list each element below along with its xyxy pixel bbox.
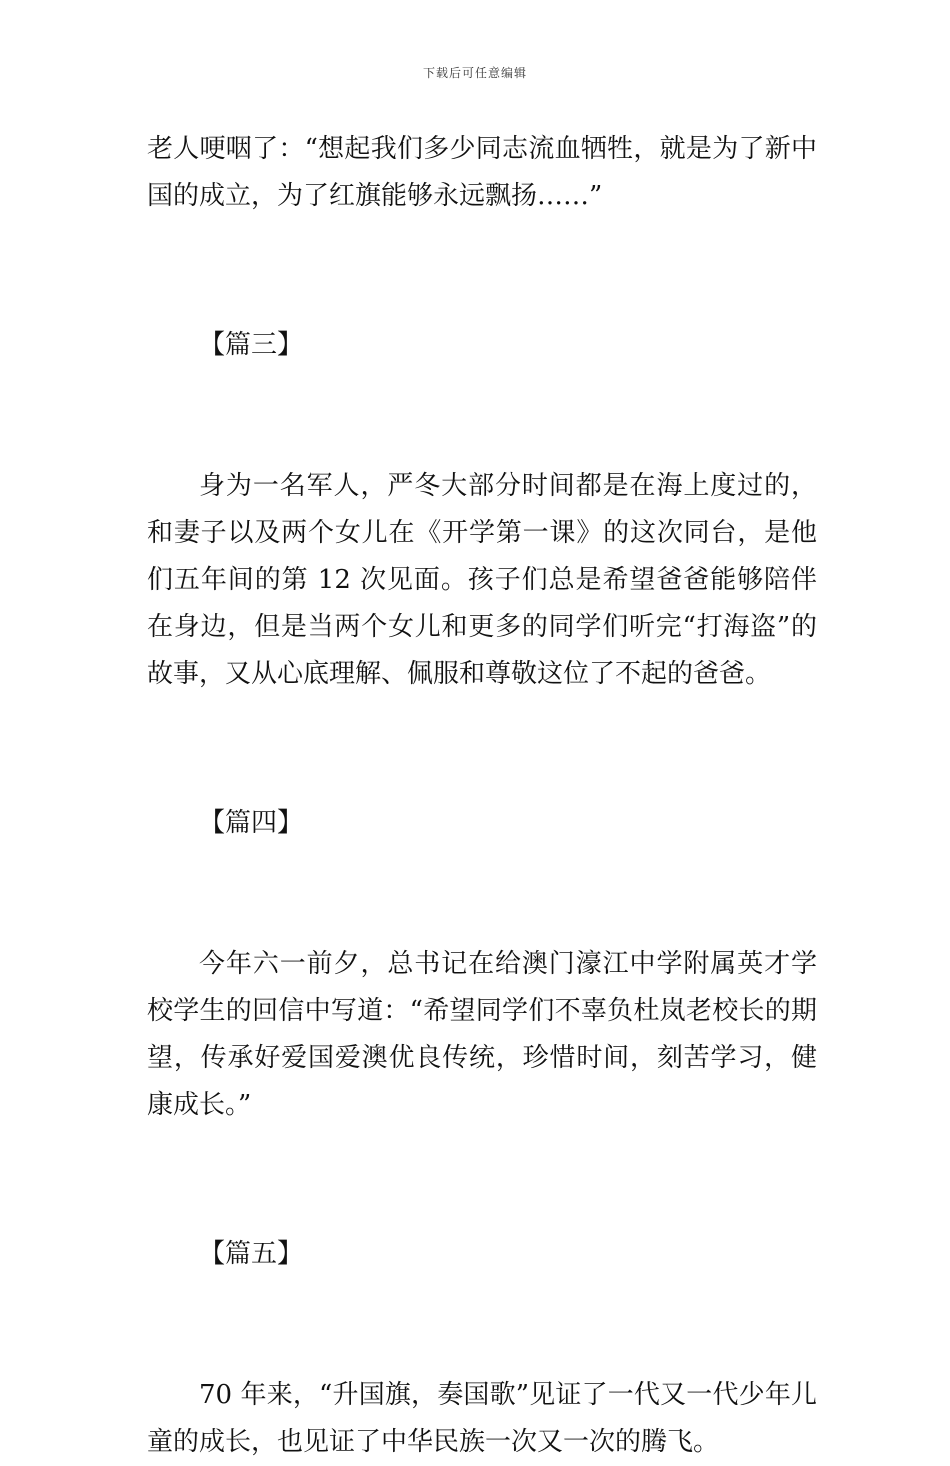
section-body-5: 70 年来，“升国旗，奏国歌”见证了一代又一代少年儿童的成长，也见证了中华民族一次又一次的腾飞。 (147, 1380, 817, 1457)
page-header-watermark: 下载后可任意编辑 (422, 66, 527, 80)
spacer (147, 369, 817, 463)
section-heading-5: 【篇五】 (199, 1239, 304, 1269)
section-heading-4: 【篇四】 (199, 808, 304, 838)
section-body-4: 今年六一前夕，总书记在给澳门濠江中学附属英才学校学生的回信中写道：“希望同学们不辜负杜岚老校长的期望，传承好爱国爱澳优良传统，珍惜时间，刻苦学习，健康成长。” (147, 949, 817, 1120)
spacer (147, 847, 817, 941)
spacer (147, 1129, 817, 1231)
spacer (147, 698, 817, 800)
spacer (147, 220, 817, 322)
spacer (147, 1278, 817, 1372)
document-body (147, 126, 817, 1466)
section-body-3: 身为一名军人，严冬大部分时间都是在海上度过的，和妻子以及两个女儿在《开学第一课》的这次同台，是他们五年间的第 12 次见面。孩子们总是希望爸爸能够陪伴在身边，但是当两个女儿和更多的同学们听完“打海盗”的故事，又从心底理解、佩服和尊敬这位了不起的爸爸。 (147, 471, 817, 689)
section-heading-3: 【篇三】 (199, 330, 304, 360)
intro-paragraph: 老人哽咽了：“想起我们多少同志流血牺牲，就是为了新中国的成立，为了红旗能够永远飘扬……” (147, 134, 817, 211)
